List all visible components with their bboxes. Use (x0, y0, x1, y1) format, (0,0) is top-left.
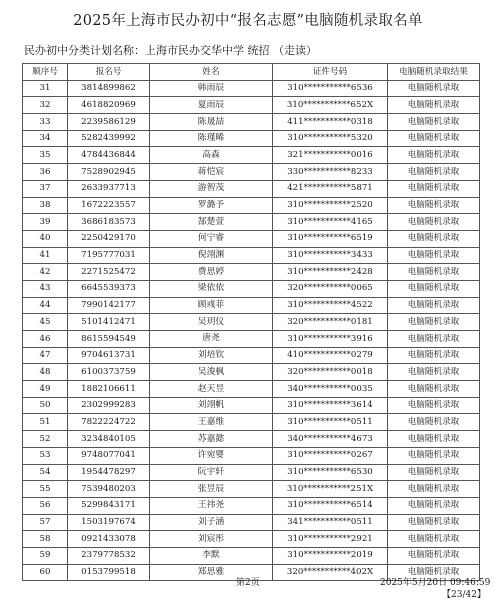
id-number-cell: 330***********8233 (273, 164, 388, 181)
id-number-cell: 320***********0018 (273, 364, 388, 381)
print-timestamp: 2025年5月20日 09:46:59 (380, 578, 491, 588)
registration-number-cell: 7990142177 (68, 297, 150, 314)
registration-number-cell: 7195777031 (68, 247, 150, 264)
admission-result-cell: 电脑随机录取 (388, 547, 480, 564)
page-count: 【23/42】 (442, 590, 486, 600)
table-row (23, 147, 480, 164)
sequence-number-cell: 59 (23, 547, 68, 564)
registration-number-cell: 5101412471 (68, 314, 150, 331)
sequence-number-cell: 60 (23, 564, 68, 581)
id-number-cell: 310***********0267 (273, 447, 388, 464)
admission-result-cell: 电脑随机录取 (388, 197, 480, 214)
registration-number-cell: 3686183573 (68, 214, 150, 231)
sequence-number-cell: 42 (23, 264, 68, 281)
name-cell: 吴浚枫 (150, 364, 273, 381)
id-number-cell: 411***********0318 (273, 114, 388, 131)
table-row (23, 314, 480, 331)
admission-result-cell: 电脑随机录取 (388, 180, 480, 197)
table-row (23, 514, 480, 531)
name-cell: 刘宸彤 (150, 531, 273, 548)
sequence-number-cell: 41 (23, 247, 68, 264)
id-number-cell: 310***********6514 (273, 497, 388, 514)
name-cell: 吴玥仪 (150, 314, 273, 331)
id-number-cell: 310***********5320 (273, 130, 388, 147)
name-cell: 苏嘉懿 (150, 431, 273, 448)
name-cell: 阮宇轩 (150, 464, 273, 481)
sequence-number-cell: 45 (23, 314, 68, 331)
id-number-cell: 310***********6519 (273, 230, 388, 247)
registration-number-cell: 6100373759 (68, 364, 150, 381)
name-cell: 唐尧 (150, 331, 273, 348)
registration-number-cell: 3234840105 (68, 431, 150, 448)
id-number-cell: 310***********3614 (273, 397, 388, 414)
admission-result-cell: 电脑随机录取 (388, 481, 480, 498)
table-row (23, 414, 480, 431)
table-row (23, 497, 480, 514)
sequence-number-cell: 47 (23, 347, 68, 364)
name-cell: 许宛婴 (150, 447, 273, 464)
admission-result-cell: 电脑随机录取 (388, 431, 480, 448)
table-row (23, 547, 480, 564)
name-cell: 张昱辰 (150, 481, 273, 498)
admission-result-cell: 电脑随机录取 (388, 247, 480, 264)
sequence-number-cell: 54 (23, 464, 68, 481)
table-row (23, 347, 480, 364)
admission-result-cell: 电脑随机录取 (388, 97, 480, 114)
admission-result-cell: 电脑随机录取 (388, 164, 480, 181)
name-cell: 蒋恺宸 (150, 164, 273, 181)
admission-table (22, 63, 480, 581)
name-cell: 顾彧菲 (150, 297, 273, 314)
registration-number-cell: 4784436844 (68, 147, 150, 164)
id-number-cell: 310***********3916 (273, 331, 388, 348)
registration-number-cell: 9704613731 (68, 347, 150, 364)
admission-result-cell: 电脑随机录取 (388, 397, 480, 414)
registration-number-cell: 1954478297 (68, 464, 150, 481)
header-name: 姓名 (150, 64, 273, 81)
registration-number-cell: 2633937713 (68, 180, 150, 197)
sequence-number-cell: 53 (23, 447, 68, 464)
id-number-cell: 310***********0511 (273, 414, 388, 431)
name-cell: 高森 (150, 147, 273, 164)
admission-result-cell: 电脑随机录取 (388, 331, 480, 348)
name-cell: 倪翊渊 (150, 247, 273, 264)
admission-result-cell: 电脑随机录取 (388, 347, 480, 364)
table-row (23, 264, 480, 281)
registration-number-cell: 7539480203 (68, 481, 150, 498)
registration-number-cell: 4618820969 (68, 97, 150, 114)
registration-number-cell: 0153799518 (68, 564, 150, 581)
sequence-number-cell: 35 (23, 147, 68, 164)
name-cell: 游智茂 (150, 180, 273, 197)
admission-result-cell: 电脑随机录取 (388, 381, 480, 398)
name-cell: 李默 (150, 547, 273, 564)
id-number-cell: 310***********6530 (273, 464, 388, 481)
table-row (23, 297, 480, 314)
id-number-cell: 320***********0181 (273, 314, 388, 331)
registration-number-cell: 0921433078 (68, 531, 150, 548)
sequence-number-cell: 34 (23, 130, 68, 147)
header-registration-number: 报名号 (68, 64, 150, 81)
sequence-number-cell: 32 (23, 97, 68, 114)
table-row (23, 280, 480, 297)
name-cell: 郜楚萱 (150, 214, 273, 231)
registration-number-cell: 1672223557 (68, 197, 150, 214)
registration-number-cell: 7822224722 (68, 414, 150, 431)
registration-number-cell: 2302999283 (68, 397, 150, 414)
table-row (23, 381, 480, 398)
table-row (23, 447, 480, 464)
sequence-number-cell: 55 (23, 481, 68, 498)
sequence-number-cell: 50 (23, 397, 68, 414)
admission-result-cell: 电脑随机录取 (388, 297, 480, 314)
admission-result-cell: 电脑随机录取 (388, 130, 480, 147)
name-cell: 夏雨辰 (150, 97, 273, 114)
id-number-cell: 310***********2019 (273, 547, 388, 564)
name-cell: 刘培钦 (150, 347, 273, 364)
id-number-cell: 310***********3433 (273, 247, 388, 264)
id-number-cell: 310***********4165 (273, 214, 388, 231)
id-number-cell: 310***********652X (273, 97, 388, 114)
sequence-number-cell: 57 (23, 514, 68, 531)
sequence-number-cell: 52 (23, 431, 68, 448)
registration-number-cell: 1882106611 (68, 381, 150, 398)
admission-result-cell: 电脑随机录取 (388, 147, 480, 164)
name-cell: 陈瑾晞 (150, 130, 273, 147)
table-row (23, 331, 480, 348)
admission-result-cell: 电脑随机录取 (388, 447, 480, 464)
name-cell: 刘翊帆 (150, 397, 273, 414)
registration-number-cell: 7528902945 (68, 164, 150, 181)
registration-number-cell: 9748077041 (68, 447, 150, 464)
registration-number-cell: 6645539373 (68, 280, 150, 297)
table-row (23, 180, 480, 197)
admission-result-cell: 电脑随机录取 (388, 364, 480, 381)
admission-result-cell: 电脑随机录取 (388, 314, 480, 331)
id-number-cell: 310***********251X (273, 481, 388, 498)
name-cell: 赵天昱 (150, 381, 273, 398)
name-cell: 王嘉维 (150, 414, 273, 431)
plan-name-subtitle: 民办初中分类计划名称：上海市民办交华中学 统招 （走读） (24, 44, 317, 57)
name-cell: 费思婷 (150, 264, 273, 281)
name-cell: 陈晟喆 (150, 114, 273, 131)
registration-number-cell: 5282439992 (68, 130, 150, 147)
admission-result-cell: 电脑随机录取 (388, 514, 480, 531)
document-title: 2025年上海市民办初中“报名志愿”电脑随机录取名单 (73, 13, 423, 29)
registration-number-cell: 8615594549 (68, 331, 150, 348)
sequence-number-cell: 33 (23, 114, 68, 131)
admission-result-cell: 电脑随机录取 (388, 464, 480, 481)
admission-result-cell: 电脑随机录取 (388, 414, 480, 431)
table-body (23, 80, 480, 581)
registration-number-cell: 5299843171 (68, 497, 150, 514)
table-row (23, 97, 480, 114)
admission-result-cell: 电脑随机录取 (388, 114, 480, 131)
table-header-row (23, 64, 480, 81)
admission-result-cell: 电脑随机录取 (388, 230, 480, 247)
name-cell: 刘子涵 (150, 514, 273, 531)
name-cell: 王祎尧 (150, 497, 273, 514)
admission-result-cell: 电脑随机录取 (388, 214, 480, 231)
admission-result-cell: 电脑随机录取 (388, 80, 480, 97)
id-number-cell: 310***********2520 (273, 197, 388, 214)
header-admission-result: 电脑随机录取结果 (388, 64, 480, 81)
name-cell: 郑思雅 (150, 564, 273, 581)
name-cell: 何宁睿 (150, 230, 273, 247)
table-row (23, 431, 480, 448)
sequence-number-cell: 38 (23, 197, 68, 214)
name-cell: 罗潞予 (150, 197, 273, 214)
table-row (23, 214, 480, 231)
id-number-cell: 340***********4673 (273, 431, 388, 448)
id-number-cell: 341***********0511 (273, 514, 388, 531)
admission-result-cell: 电脑随机录取 (388, 531, 480, 548)
table-row (23, 247, 480, 264)
sequence-number-cell: 43 (23, 280, 68, 297)
table-row (23, 130, 480, 147)
sequence-number-cell: 36 (23, 164, 68, 181)
registration-number-cell: 2271525472 (68, 264, 150, 281)
sequence-number-cell: 58 (23, 531, 68, 548)
sequence-number-cell: 51 (23, 414, 68, 431)
sequence-number-cell: 48 (23, 364, 68, 381)
sequence-number-cell: 40 (23, 230, 68, 247)
admission-result-cell: 电脑随机录取 (388, 280, 480, 297)
sequence-number-cell: 56 (23, 497, 68, 514)
sequence-number-cell: 44 (23, 297, 68, 314)
table-row (23, 397, 480, 414)
id-number-cell: 321***********0016 (273, 147, 388, 164)
admission-result-cell: 电脑随机录取 (388, 497, 480, 514)
registration-number-cell: 3814899862 (68, 80, 150, 97)
table-row (23, 114, 480, 131)
table-row (23, 364, 480, 381)
id-number-cell: 320***********0065 (273, 280, 388, 297)
registration-number-cell: 2379778532 (68, 547, 150, 564)
table-row (23, 197, 480, 214)
table-row (23, 164, 480, 181)
registration-number-cell: 1503197674 (68, 514, 150, 531)
page-number: 第2页 (236, 578, 260, 588)
sequence-number-cell: 39 (23, 214, 68, 231)
sequence-number-cell: 46 (23, 331, 68, 348)
id-number-cell: 310***********4522 (273, 297, 388, 314)
id-number-cell: 340***********0035 (273, 381, 388, 398)
id-number-cell: 410***********0279 (273, 347, 388, 364)
table-row (23, 531, 480, 548)
sequence-number-cell: 37 (23, 180, 68, 197)
registration-number-cell: 2239586129 (68, 114, 150, 131)
id-number-cell: 320***********402X (273, 564, 388, 581)
admission-result-cell: 电脑随机录取 (388, 264, 480, 281)
admission-result-cell: 电脑随机录取 (388, 564, 480, 581)
id-number-cell: 310***********2921 (273, 531, 388, 548)
header-sequence-number: 顺序号 (23, 64, 68, 81)
id-number-cell: 421***********5871 (273, 180, 388, 197)
sequence-number-cell: 31 (23, 80, 68, 97)
sequence-number-cell: 49 (23, 381, 68, 398)
id-number-cell: 310***********2428 (273, 264, 388, 281)
registration-number-cell: 2250429170 (68, 230, 150, 247)
table-row (23, 80, 480, 97)
id-number-cell: 310***********6536 (273, 80, 388, 97)
header-id-number: 证件号码 (273, 64, 388, 81)
table-row (23, 481, 480, 498)
table-row (23, 230, 480, 247)
name-cell: 韩雨辰 (150, 80, 273, 97)
name-cell: 梁依依 (150, 280, 273, 297)
table-row (23, 464, 480, 481)
